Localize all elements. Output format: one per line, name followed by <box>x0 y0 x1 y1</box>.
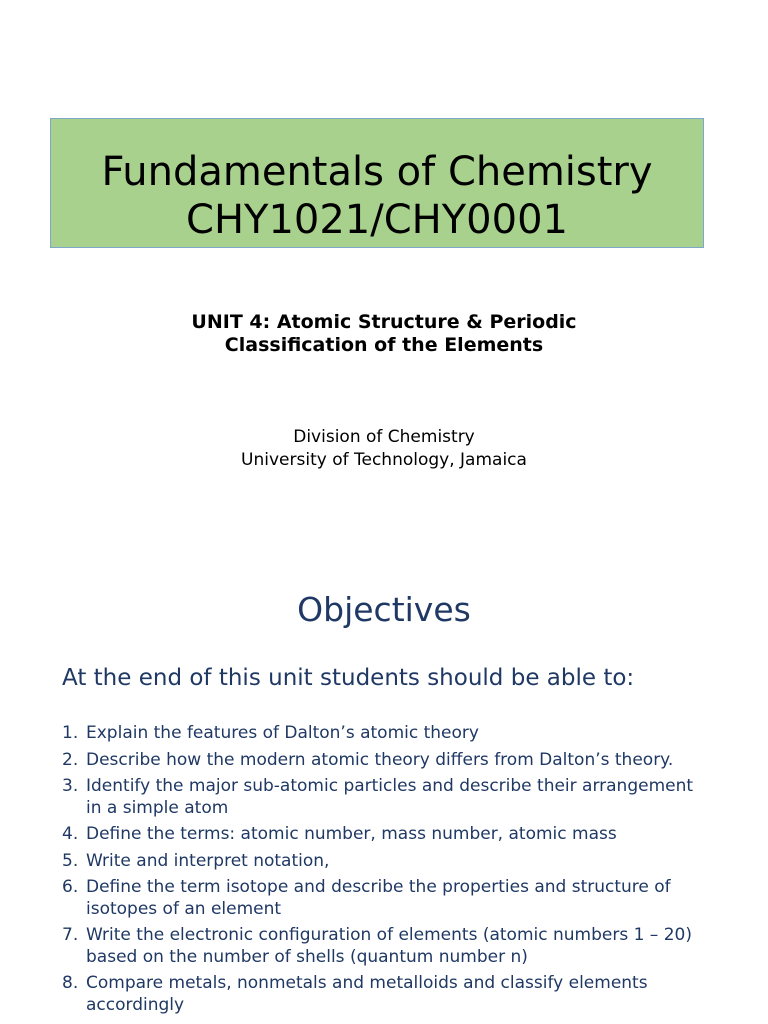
unit-title-line-1: UNIT 4: Atomic Structure & Periodic <box>191 311 577 333</box>
unit-title <box>0 311 768 357</box>
objective-text: Compare metals, nonmetals and metalloids and classify elements accordingly <box>86 973 648 1015</box>
division-info <box>0 426 768 472</box>
title-box <box>50 118 704 248</box>
objective-number: 6. <box>62 877 79 897</box>
objectives-slide <box>0 540 768 1024</box>
objective-text: Explain the features of Dalton’s atomic theory <box>86 723 479 743</box>
objective-text: Identify the major sub-atomic particles and describe their arrangement in a simple atom <box>86 776 694 818</box>
objective-item <box>62 851 712 873</box>
objective-number: 1. <box>62 723 79 743</box>
objective-item <box>62 925 712 968</box>
objective-number: 2. <box>62 749 79 770</box>
objective-number: 4. <box>62 824 79 844</box>
objective-number: 5. <box>62 850 79 871</box>
objective-item <box>62 824 712 846</box>
objective-text: Define the term isotope and describe the properties and structure of isotopes of an element <box>86 877 671 919</box>
unit-title-line-2: Classification of the Elements <box>224 334 544 356</box>
objective-number: 8. <box>62 973 79 993</box>
objective-number: 7. <box>62 925 79 945</box>
division-name: Division of Chemistry <box>293 427 475 447</box>
objective-text: Define the terms: atomic number, mass number, atomic mass <box>86 824 617 844</box>
objective-text: Describe how the modern atomic theory differs from Dalton’s theory. <box>86 749 674 770</box>
objectives-intro: At the end of this unit students should be able to: <box>62 665 635 691</box>
objective-item <box>62 973 712 1016</box>
objective-item <box>62 877 712 920</box>
objectives-list <box>62 723 712 1021</box>
course-title: Fundamentals of Chemistry <box>101 149 653 195</box>
university-name: University of Technology, Jamaica <box>241 450 527 470</box>
objectives-heading: Objectives <box>297 590 471 629</box>
objective-text: Write the electronic configuration of elements (atomic numbers 1 – 20) based on the number of shells (quantum number n) <box>86 925 692 967</box>
objective-item <box>62 723 712 745</box>
objective-text: Write and interpret notation, <box>86 850 330 871</box>
objective-item <box>62 750 712 772</box>
objective-number: 3. <box>62 776 79 796</box>
objective-item <box>62 776 712 819</box>
course-code: CHY1021/CHY0001 <box>186 197 568 243</box>
